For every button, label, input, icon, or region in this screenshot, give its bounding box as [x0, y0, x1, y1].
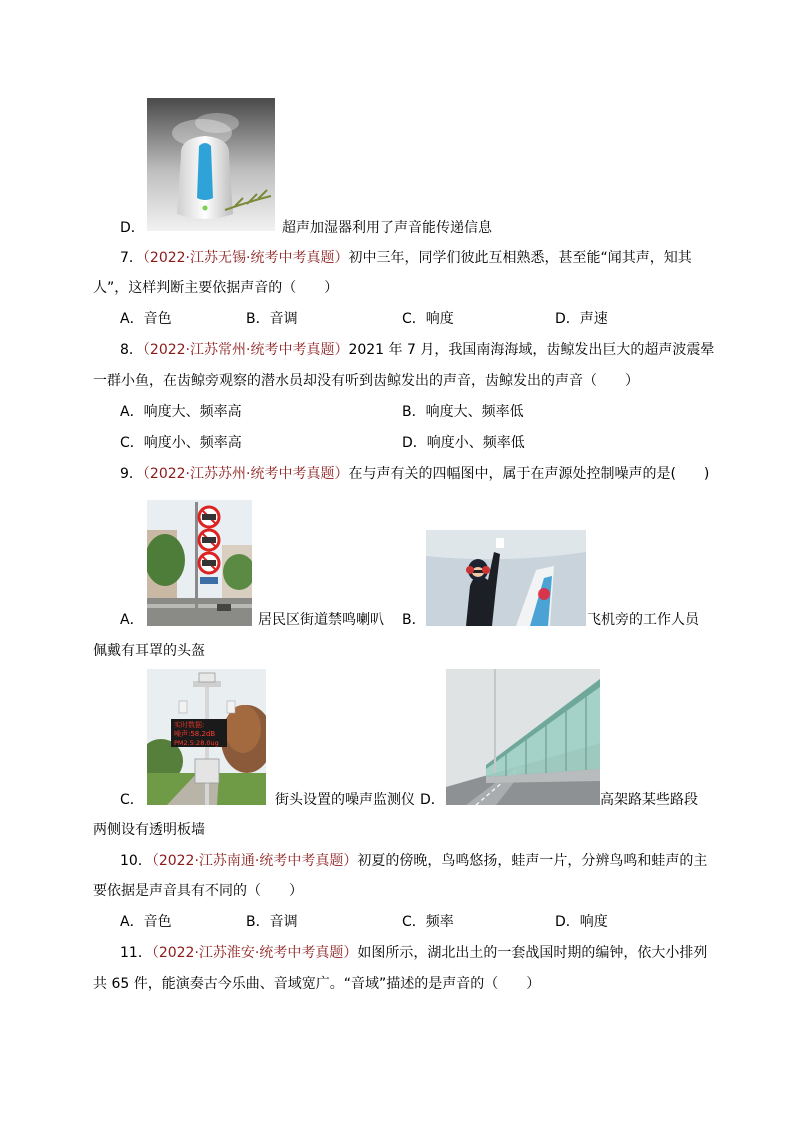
question-source: （2022·江苏南通·统考中考真题） [151, 853, 358, 869]
airport-worker-image [426, 530, 586, 626]
question-source: （2022·江苏淮安·统考中考真题） [151, 945, 358, 961]
q10-option-b[interactable]: B．音调 [246, 914, 298, 930]
q10-option-a[interactable]: A．音色 [120, 914, 172, 930]
question-source: （2022·江苏无锡·统考中考真题） [142, 250, 349, 266]
q7-option-a[interactable]: A．音色 [120, 311, 172, 327]
question-8-line2: 一群小鱼，在齿鲸旁观察的潜水员却没有听到齿鲸发出的声音，齿鲸发出的声音（ ） [93, 373, 639, 389]
question-text: 初中三年，同学们彼此互相熟悉，甚至能“闻其声，知其 [348, 250, 692, 266]
q10-option-c[interactable]: C．频率 [402, 914, 454, 930]
street-sign-image [147, 500, 252, 626]
q9-option-b-label[interactable]: B． [402, 612, 426, 628]
question-7-line1 [120, 248, 692, 268]
question-number: 7． [120, 250, 143, 266]
q9-option-a-text: 居民区街道禁鸣喇叭 [258, 612, 384, 628]
question-9-line1 [120, 464, 709, 484]
q8-option-a[interactable]: A．响度大、频率高 [120, 404, 242, 420]
q7-option-c[interactable]: C．响度 [402, 311, 454, 327]
q9-option-b-text: 飞机旁的工作人员 [587, 612, 699, 628]
question-source: （2022·江苏常州·统考中考真题） [142, 342, 349, 358]
q9-option-d-label[interactable]: D． [420, 792, 445, 808]
question-number: 10． [120, 853, 152, 869]
monitor-text-2: 噪声:58.2dB [174, 730, 216, 738]
monitor-text-1: 实时数据: [174, 721, 205, 729]
question-number: 11． [120, 945, 152, 961]
question-number: 9． [120, 466, 143, 482]
question-text: 在与声有关的四幅图中，属于在声源处控制噪声的是( ) [348, 466, 710, 482]
question-8-line1 [120, 340, 714, 360]
question-10-line2: 要依据是声音具有不同的（ ） [93, 883, 303, 899]
question-source: （2022·江苏苏州·统考中考真题） [142, 466, 349, 482]
q9-option-d-text: 高架路某些路段 [600, 792, 698, 808]
question-text: 初夏的傍晚，鸟鸣悠扬，蛙声一片，分辨鸟鸣和蛙声的主 [357, 853, 708, 869]
q7-option-d[interactable]: D．声速 [555, 311, 608, 327]
question-7-line2: 人”，这样判断主要依据声音的（ ） [93, 280, 339, 296]
question-11-line1 [120, 943, 707, 963]
humidifier-image [147, 98, 275, 231]
q8-option-b[interactable]: B．响度大、频率低 [402, 404, 524, 420]
question-10-line1 [120, 851, 707, 871]
q8-option-c[interactable]: C．响度小、频率高 [120, 435, 242, 451]
question-text: 2021 年 7 月，我国南海海域，齿鲸发出巨大的超声波震晕 [348, 342, 715, 358]
q9-option-c-label[interactable]: C． [120, 792, 144, 808]
q9-option-b-text-cont: 佩戴有耳罩的头盔 [93, 643, 205, 659]
question-11-line2: 共 65 件，能演奏古今乐曲、音域宽广。“音域”描述的是声音的（ ） [93, 976, 541, 992]
q7-option-b[interactable]: B．音调 [246, 311, 298, 327]
question-text: 如图所示，湖北出土的一套战国时期的编钟，依大小排列 [357, 945, 708, 961]
q9-option-a-label[interactable]: A． [120, 612, 144, 628]
question-number: 8． [120, 342, 143, 358]
noise-monitor-image [147, 669, 266, 805]
option-d-text: 超声加湿器利用了声音能传递信息 [282, 220, 492, 236]
q8-option-d[interactable]: D．响度小、频率低 [402, 435, 525, 451]
sound-barrier-image [446, 669, 600, 805]
option-d-label: D． [120, 220, 145, 236]
q10-option-d[interactable]: D．响度 [555, 914, 608, 930]
monitor-text-3: PM2.5:28.0ug [174, 739, 219, 747]
q9-option-c-text: 街头设置的噪声监测仪 [275, 792, 415, 808]
q9-option-d-text-cont: 两侧设有透明板墙 [93, 822, 205, 838]
